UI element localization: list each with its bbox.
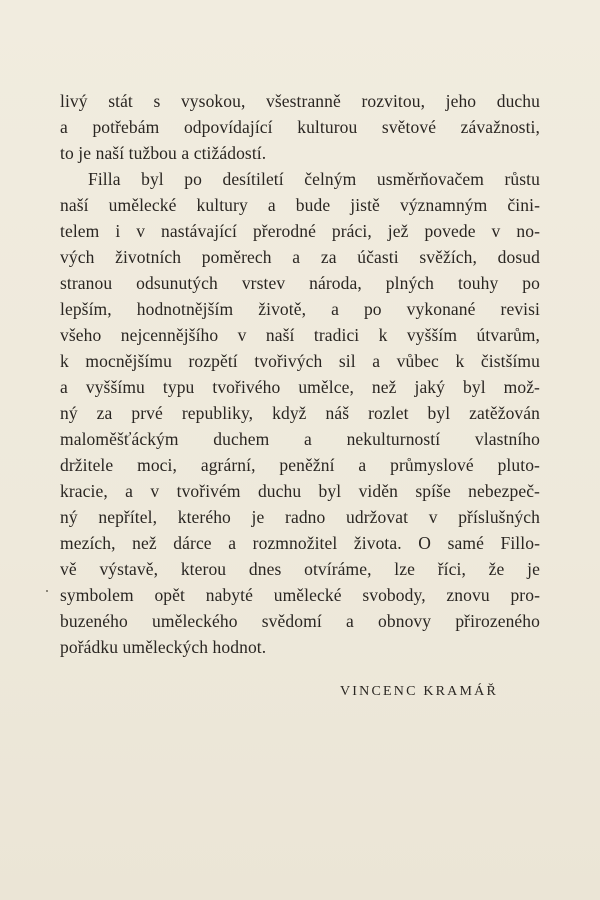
text-line: ný za prvé republiky, když náš rozlet byl zatěžován — [60, 403, 540, 423]
text-line: Filla byl po desítiletí čelným usměrňovačem růstu — [88, 169, 540, 189]
text-line: livý stát s vysokou, všestranně rozvitou, jeho duchu — [60, 91, 540, 111]
text-line: vě výstavě, kterou dnes otvíráme, lze říci, že je — [60, 559, 540, 579]
author-signature: VINCENC KRAMÁŘ — [340, 684, 498, 699]
text-line: lepším, hodnotnějším životě, a po vykonané revisi — [60, 299, 540, 319]
text-line: buzeného uměleckého svědomí a obnovy přirozeného — [60, 611, 540, 631]
text-line: ný nepřítel, kterého je radno udržovat v příslušných — [60, 507, 540, 527]
text-line: a vyššímu typu tvořivého umělce, než jaký byl mož- — [60, 377, 540, 397]
text-line: vých životních poměrech a za účasti svěžích, dosud — [60, 247, 540, 267]
text-line: pořádku uměleckých hodnot. — [60, 637, 267, 657]
text-line: telem i v nastávající přerodné práci, jež povede v no- — [60, 221, 540, 241]
text-line: a potřebám odpovídající kulturou světové závažnosti, — [60, 117, 540, 137]
paper-speck — [46, 590, 48, 592]
text-line: to je naší tužbou a ctižádostí. — [60, 143, 267, 163]
text-line: symbolem opět nabyté umělecké svobody, znovu pro- — [60, 585, 540, 605]
text-line: mezích, než dárce a rozmnožitel života. O samé Fillo- — [60, 533, 540, 553]
text-line: držitele moci, agrární, peněžní a průmyslové pluto- — [60, 455, 540, 475]
text-line: stranou odsunutých vrstev národa, plných touhy po — [60, 273, 540, 293]
text-line: všeho nejcennějšího v naší tradici k vyšším útvarům, — [60, 325, 540, 345]
text-line: naší umělecké kultury a bude jistě významným čini- — [60, 195, 540, 215]
text-line: maloměšťáckým duchem a nekulturností vlastního — [60, 429, 540, 449]
text-line: kracie, a v tvořivém duchu byl viděn spíše nebezpeč- — [60, 481, 540, 501]
text-line: k mocnějšímu rozpětí tvořivých sil a vůbec k čistšímu — [60, 351, 540, 371]
